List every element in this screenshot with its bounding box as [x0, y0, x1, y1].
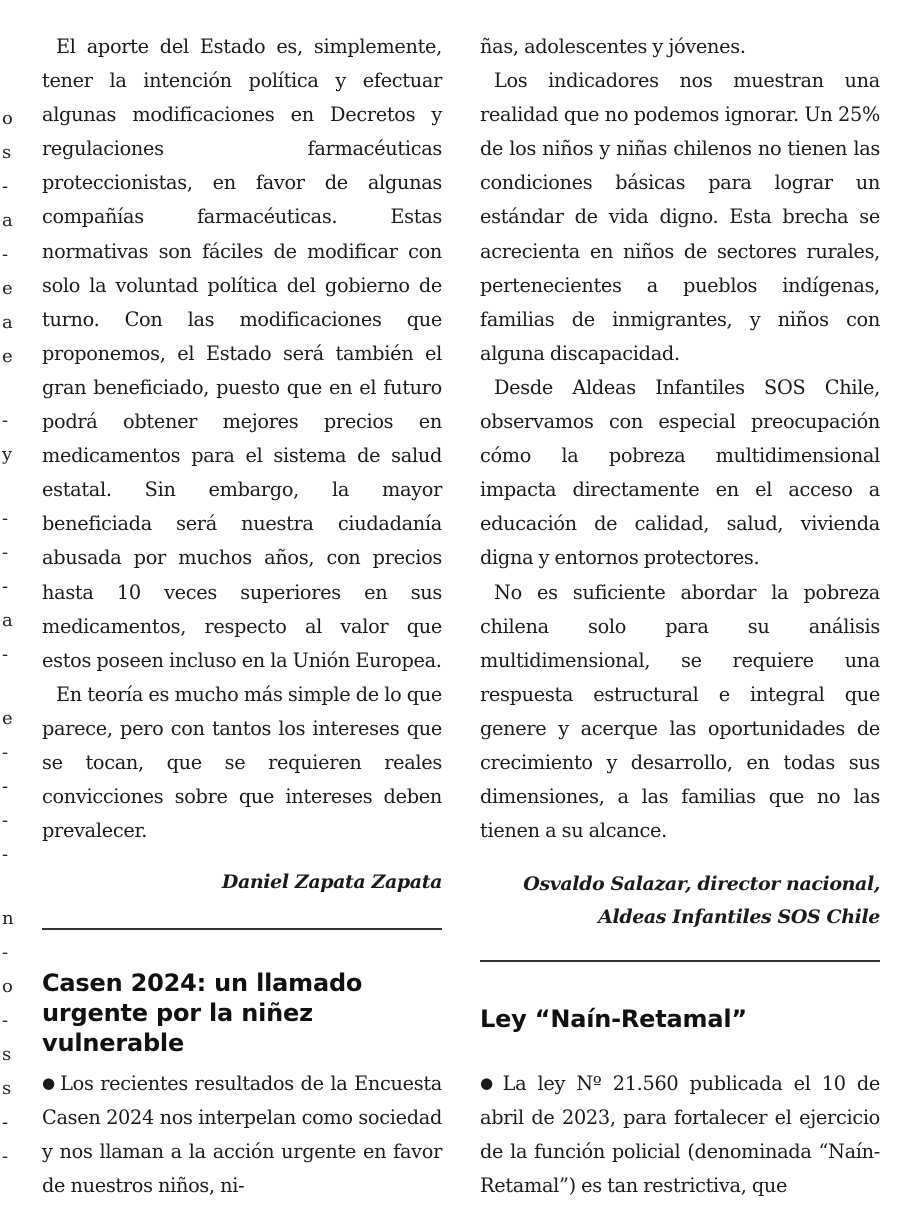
letter-paragraph: En teoría es mucho más simple de lo que parece, pero con tantos los intereses que se tocan, que se requieren reales convicciones sobre que intereses deben prevalecer. — [42, 682, 442, 843]
edge-fragment: - — [2, 1146, 9, 1167]
letter-lead-text: La ley Nº 21.560 publicada el 10 de abril de 2023, para fortalecer el ejercicio de la función policial (denominada “Naín-Retamal”) es tan restrictiva, que — [480, 1072, 880, 1198]
letter-signature-block — [480, 868, 880, 934]
letter-paragraph: ñas, adolescentes y jóvenes. — [480, 35, 746, 58]
edge-fragment: a — [2, 210, 13, 231]
edge-fragment: - — [2, 410, 9, 431]
edge-fragment: - — [2, 742, 9, 763]
edge-fragment: - — [2, 542, 9, 563]
edge-fragment: e — [2, 708, 13, 729]
edge-fragment: o — [2, 976, 13, 997]
edge-fragment: - — [2, 1010, 9, 1031]
edge-fragment: - — [2, 1112, 9, 1133]
edge-fragment: s — [2, 1078, 12, 1099]
letter-lead-paragraph — [480, 1066, 880, 1203]
edge-fragment: e — [2, 278, 13, 299]
letter-paragraph: El aporte del Estado es, simplemente, tener la intención política y efectuar algunas modificaciones en Decretos y regulaciones farmacéuticas proteccionistas, en favor de algunas compañías farmacéuticas. Estas normativas son fáciles de modificar con solo la voluntad política del gobierno de turno. Con las modificaciones que proponemos, el Estado será también el gran beneficiado, puesto que en el futuro podrá obtener mejores precios en medicamentos para el sistema de salud estatal. Sin embargo, la mayor beneficiada será nuestra ciudadanía abusada por muchos años, con precios hasta 10 veces superiores en sus medicamentos, respecto al valor que estos poseen incluso en la Unión Europea. — [42, 35, 442, 672]
edge-fragment: - — [2, 844, 9, 865]
edge-fragment: - — [2, 576, 9, 597]
edge-fragment: - — [2, 244, 9, 265]
letter-column-right — [480, 30, 880, 848]
edge-fragment: e — [2, 346, 13, 367]
bullet-icon: ● — [480, 1074, 499, 1092]
edge-fragment: n — [2, 908, 14, 929]
edge-fragment: s — [2, 142, 12, 163]
letter-signature: Osvaldo Salazar, director nacional, — [523, 873, 880, 895]
edge-fragment: - — [2, 776, 9, 797]
letter-paragraph: No es suficiente abordar la pobreza chilena solo para su análisis multidimensional, se requiere una respuesta estructural e integral que genere y acerque las oportunidades de crecimiento y desarrollo, en todas sus dimensiones, a las familias que no las tienen a su alcance. — [480, 580, 880, 843]
letter-headline: Ley “Naín-Retamal” — [480, 1005, 747, 1033]
letter-signature: Daniel Zapata Zapata — [221, 871, 442, 893]
left-column-edge-fragments — [0, 0, 18, 1232]
edge-fragment: - — [2, 810, 9, 831]
letter-lead-text: Los recientes resultados de la Encuesta Casen 2024 nos interpelan como sociedad y nos llaman a la acción urgente en favor de nuestros niños, ni- — [42, 1072, 442, 1198]
letter-paragraph: Desde Aldeas Infantiles SOS Chile, observamos con especial preocupación cómo la pobreza multidimensional impacta directamente en el acceso a educación de calidad, salud, vivienda digna y entornos protectores. — [480, 375, 880, 570]
edge-fragment: a — [2, 610, 13, 631]
bullet-icon: ● — [42, 1074, 57, 1092]
edge-fragment: - — [2, 508, 9, 529]
edge-fragment: - — [2, 942, 9, 963]
section-divider — [42, 928, 442, 930]
letter-paragraph: Los indicadores nos muestran una realidad que no podemos ignorar. Un 25% de los niños y niñas chilenos no tienen las condiciones básicas para lograr un estándar de vida digno. Esta brecha se acrecienta en niños de sectores rurales, pertenecientes a pueblos indígenas, familias de inmigrantes, y niños con alguna discapacidad. — [480, 69, 880, 365]
edge-fragment: - — [2, 644, 9, 665]
letter-lead-paragraph — [42, 1066, 442, 1203]
section-divider — [480, 960, 880, 962]
edge-fragment: - — [2, 176, 9, 197]
edge-fragment: y — [2, 444, 13, 465]
letter-headline: Casen 2024: un llamado urgente por la niñez vulnerable — [42, 969, 363, 1057]
letter-signature-affiliation: Aldeas Infantiles SOS Chile — [598, 906, 880, 928]
letter-column-middle — [42, 30, 442, 848]
edge-fragment: a — [2, 312, 13, 333]
edge-fragment: o — [2, 108, 13, 129]
edge-fragment: s — [2, 1044, 12, 1065]
